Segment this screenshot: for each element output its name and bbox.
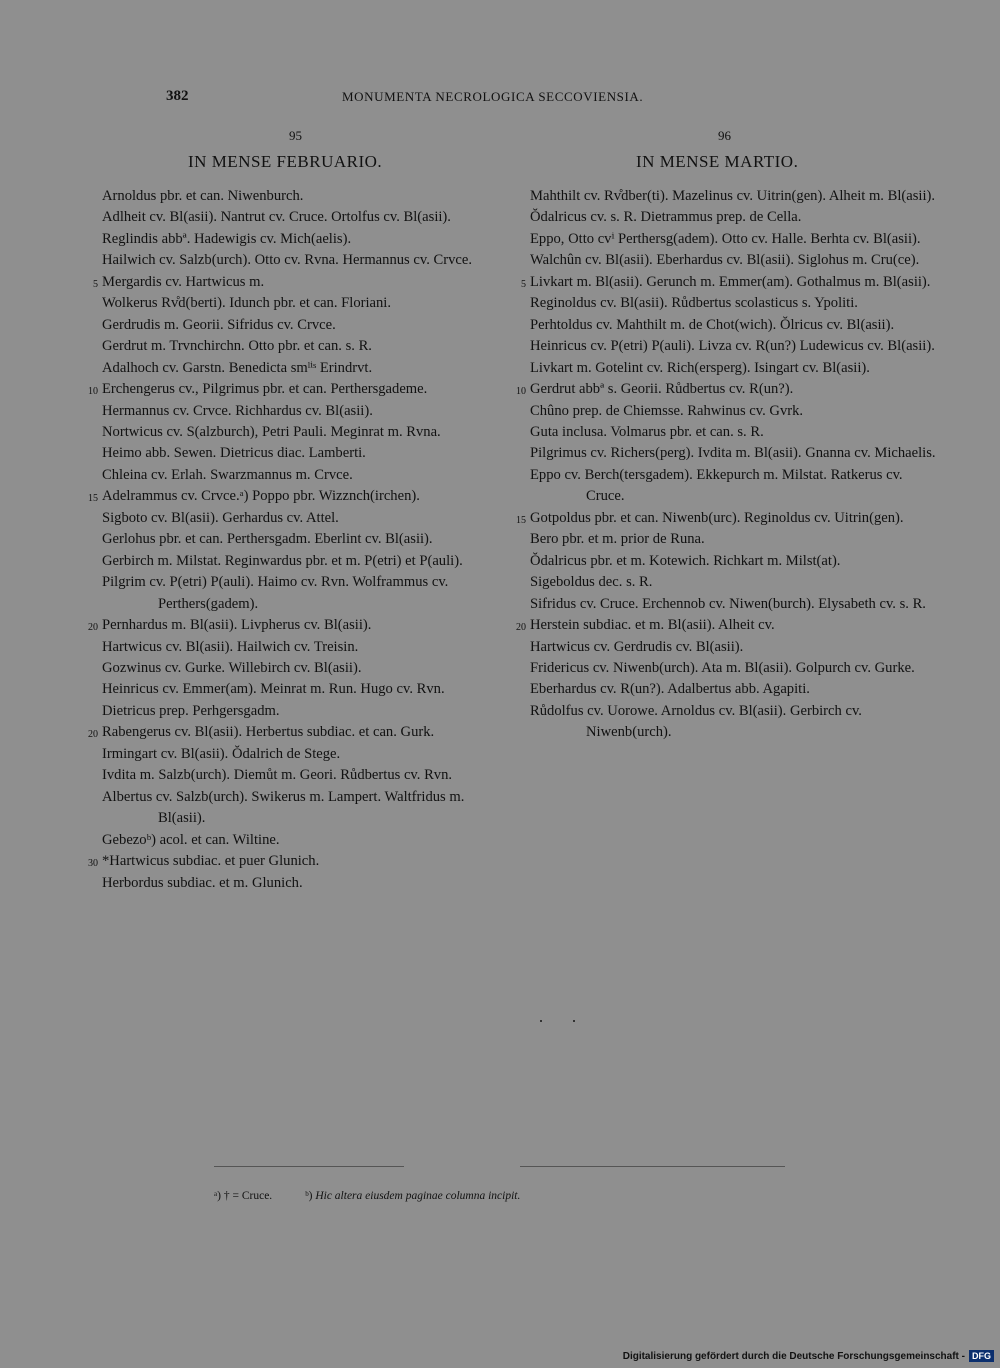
- necrology-entry: [530, 250, 941, 271]
- footnote-b-mark: ᵇ): [305, 1190, 313, 1202]
- necrology-entry: [516, 379, 941, 400]
- necrology-entry: [530, 186, 941, 207]
- necrology-entry: [102, 787, 506, 830]
- dot-mark: [573, 1020, 575, 1022]
- necrology-entry: [102, 744, 506, 765]
- necrology-entry: [88, 722, 506, 743]
- line-number: 15: [88, 493, 98, 505]
- necrology-entry: [102, 229, 506, 250]
- entry-text: Pernhardus m. Bl(asii). Livpherus cv. Bl(asii).: [102, 617, 372, 634]
- necrology-entry: [102, 830, 506, 851]
- entry-text: Ivdita m. Salzb(urch). Diemůt m. Geori. Růdbertus cv. Rvn.: [102, 767, 453, 784]
- entry-text: Dietricus prep. Perhgersgadm.: [102, 702, 280, 719]
- line-number: 5: [521, 278, 526, 290]
- necrology-entry: [102, 422, 506, 443]
- entry-text: Heinricus cv. P(etri) P(auli). Livza cv. R(un?) Ludewicus cv. Bl(asii).: [530, 338, 935, 355]
- credit-text: Digitalisierung gefördert durch die Deutsche Forschungsgemeinschaft -: [622, 1350, 965, 1362]
- entry-text: Herstein subdiac. et m. Bl(asii). Alheit cv.: [530, 617, 775, 634]
- footnote-a-mark: ᵃ): [214, 1190, 221, 1202]
- necrology-entry: [102, 529, 506, 550]
- entry-text: Guta inclusa. Volmarus pbr. et can. s. R.: [530, 423, 764, 440]
- necrology-entry: [530, 229, 941, 250]
- entry-text: Rabengerus cv. Bl(asii). Herbertus subdiac. et can. Gurk.: [102, 724, 435, 741]
- entry-text: Arnoldus pbr. et can. Niwenburch.: [102, 188, 304, 204]
- left-column-number: 95: [289, 128, 302, 143]
- line-number: 20: [516, 622, 526, 634]
- necrology-entry: [530, 572, 941, 593]
- necrology-entry: [102, 572, 506, 615]
- line-number: 10: [516, 386, 526, 398]
- necrology-entry: [102, 637, 506, 658]
- page-number: 382: [166, 88, 189, 104]
- necrology-entry: [516, 508, 941, 529]
- necrology-entry: [102, 293, 506, 314]
- necrology-entry: [88, 379, 506, 400]
- necrology-entry: [102, 250, 506, 271]
- entry-text: Gerdrut m. Trvnchirchn. Otto pbr. et can. s. R.: [102, 338, 372, 355]
- entry-text: Livkart m. Bl(asii). Gerunch m. Emmer(am). Gothalmus m. Bl(asii).: [530, 273, 931, 290]
- necrology-entry: [102, 765, 506, 786]
- necrology-entry: [530, 422, 941, 443]
- entry-text: Bero pbr. et m. prior de Runa.: [530, 531, 705, 548]
- entry-text: Livkart m. Gotelint cv. Rich(ersperg). Isingart cv. Bl(asii).: [530, 359, 870, 376]
- line-number: 20: [88, 622, 98, 634]
- entry-text: Hermannus cv. Crvce. Richhardus cv. Bl(asii).: [102, 402, 373, 419]
- necrology-entry: [88, 486, 506, 507]
- entry-text: Adlheit cv. Bl(asii). Nantrut cv. Cruce. Ortolfus cv. Bl(asii).: [102, 209, 451, 226]
- footnotes: [214, 1190, 520, 1202]
- right-column-number: 96: [718, 128, 731, 143]
- necrology-entry: [530, 358, 941, 379]
- necrology-entry: [102, 508, 506, 529]
- necrology-entry: [530, 701, 941, 744]
- footnote-b-text: Hic altera eiusdem paginae columna incipit.: [315, 1190, 521, 1202]
- entry-text: Heinricus cv. Emmer(am). Meinrat m. Run. Hugo cv. Rvn.: [102, 681, 445, 698]
- entry-text: *Hartwicus subdiac. et puer Glunich.: [102, 853, 320, 870]
- necrology-entry: [88, 615, 506, 636]
- entry-text: Mahthilt cv. Rv̊dber(ti). Mazelinus cv. Uitrin(gen). Alheit m. Bl(asii).: [530, 188, 936, 204]
- entry-text: Sigboto cv. Bl(asii). Gerhardus cv. Attel.: [102, 509, 339, 526]
- necrology-entry: [102, 658, 506, 679]
- entry-text: Walchûn cv. Bl(asii). Eberhardus cv. Bl(asii). Siglohus m. Cru(ce).: [530, 252, 920, 269]
- entry-text: Adelrammus cv. Crvce.ᵃ) Poppo pbr. Wizznch(irchen).: [102, 488, 420, 505]
- necrology-entry: [102, 207, 506, 228]
- entry-text: Eppo cv. Berch(tersgadem). Ekkepurch m. Milstat. Ratkerus cv. Cruce.: [530, 466, 903, 505]
- entry-text: Reginoldus cv. Bl(asii). Růdbertus scolasticus s. Ypoliti.: [530, 295, 858, 312]
- necrology-entry: [530, 637, 941, 658]
- necrology-entry: [530, 465, 941, 508]
- entry-text: Ŏdalricus pbr. et m. Kotewich. Richkart m. Milst(at).: [530, 552, 841, 569]
- entry-text: Gebezoᵇ) acol. et can. Wiltine.: [102, 831, 280, 848]
- necrology-entry: [102, 401, 506, 422]
- necrology-entry: [102, 336, 506, 357]
- entry-text: Hartwicus cv. Bl(asii). Hailwich cv. Treisin.: [102, 638, 359, 655]
- entry-text: Fridericus cv. Niwenb(urch). Ata m. Bl(asii). Golpurch cv. Gurke.: [530, 659, 915, 676]
- entry-text: Gerlohus pbr. et can. Perthersgadm. Eberlint cv. Bl(asii).: [102, 531, 433, 548]
- necrology-entry: [530, 594, 941, 615]
- footnote-rule-right: [520, 1166, 785, 1167]
- entry-text: Gozwinus cv. Gurke. Willebirch cv. Bl(asii).: [102, 659, 362, 676]
- necrology-entry: [530, 529, 941, 550]
- left-column: [88, 186, 506, 894]
- entry-text: Sigeboldus dec. s. R.: [530, 574, 653, 591]
- entry-text: Chleina cv. Erlah. Swarzmannus m. Crvce.: [102, 466, 353, 483]
- necrology-entry: [530, 443, 941, 464]
- entry-text: Albertus cv. Salzb(urch). Swikerus m. Lampert. Waltfridus m. Bl(asii).: [102, 788, 465, 827]
- entry-text: Gotpoldus pbr. et can. Niwenb(urc). Reginoldus cv. Uitrin(gen).: [530, 509, 904, 526]
- right-column-title: IN MENSE MARTIO.: [636, 152, 799, 171]
- footnote-a-text: † = Cruce.: [223, 1190, 273, 1202]
- entry-text: Eberhardus cv. R(un?). Adalbertus abb. Agapiti.: [530, 681, 810, 698]
- entry-text: Pilgrim cv. P(etri) P(auli). Haimo cv. Rvn. Wolframmus cv. Perthers(gadem).: [102, 574, 449, 612]
- digitization-credit: [623, 1350, 994, 1362]
- entry-text: Irmingart cv. Bl(asii). Ŏdalrich de Stege.: [102, 745, 341, 762]
- necrology-entry: [93, 272, 506, 293]
- necrology-entry: [102, 873, 506, 894]
- necrology-entry: [102, 701, 506, 722]
- entry-text: Wolkerus Rv̊d(berti). Idunch pbr. et can. Floriani.: [102, 295, 392, 312]
- entry-text: Sifridus cv. Cruce. Erchennob cv. Niwen(burch). Elysabeth cv. s. R.: [530, 595, 926, 612]
- entry-text: Mergardis cv. Hartwicus m.: [102, 273, 265, 290]
- entry-text: Ŏdalricus cv. s. R. Dietrammus prep. de Cella.: [530, 209, 802, 226]
- dfg-logo: DFG: [969, 1350, 994, 1362]
- entry-text: Reglindis abbª. Hadewigis cv. Mich(aelis).: [102, 230, 352, 247]
- necrology-entry: [102, 443, 506, 464]
- necrology-entry: [102, 315, 506, 336]
- line-number: 15: [516, 514, 526, 526]
- necrology-entry: [521, 272, 941, 293]
- entry-text: Heimo abb. Sewen. Dietricus diac. Lamberti.: [102, 445, 366, 462]
- entry-text: Hailwich cv. Salzb(urch). Otto cv. Rvna. Hermannus cv. Crvce.: [102, 252, 472, 269]
- entry-text: Perhtoldus cv. Mahthilt m. de Chot(wich). Ŏlricus cv. Bl(asii).: [530, 316, 895, 333]
- necrology-entry: [102, 358, 506, 379]
- line-number: 20: [88, 729, 98, 741]
- footnote-rule-left: [214, 1166, 404, 1167]
- entry-text: Gerdrut abbª s. Georii. Růdbertus cv. R(un?).: [530, 381, 794, 398]
- running-head: MONUMENTA NECROLOGICA SECCOVIENSIA.: [342, 89, 644, 104]
- entry-text: Růdolfus cv. Uorowe. Arnoldus cv. Bl(asii). Gerbirch cv. Niwenb(urch).: [530, 702, 862, 741]
- entry-text: Nortwicus cv. S(alzburch), Petri Pauli. Meginrat m. Rvna.: [102, 423, 441, 440]
- line-number: 10: [88, 386, 98, 398]
- entry-text: Adalhoch cv. Garstn. Benedicta smˡⁱˢ Erindrvt.: [102, 359, 373, 376]
- necrology-entry: [530, 658, 941, 679]
- necrology-entry: [102, 465, 506, 486]
- necrology-entry: [530, 336, 941, 357]
- left-column-title: IN MENSE FEBRUARIO.: [188, 152, 383, 171]
- necrology-entry: [530, 315, 941, 336]
- dot-mark: [540, 1020, 542, 1022]
- necrology-entry: [102, 186, 506, 207]
- entry-text: Gerbirch m. Milstat. Reginwardus pbr. et m. P(etri) et P(auli).: [102, 552, 463, 569]
- necrology-entry: [530, 551, 941, 572]
- necrology-entry: [516, 615, 941, 636]
- entry-text: Herbordus subdiac. et m. Glunich.: [102, 874, 303, 891]
- entry-text: Hartwicus cv. Gerdrudis cv. Bl(asii).: [530, 638, 744, 655]
- right-column: [516, 186, 941, 744]
- line-number: 5: [93, 278, 98, 290]
- necrology-entry: [530, 207, 941, 228]
- necrology-entry: [102, 551, 506, 572]
- necrology-entry: [530, 401, 941, 422]
- necrology-entry: [530, 293, 941, 314]
- necrology-entry: [530, 679, 941, 700]
- necrology-entry: [88, 851, 506, 872]
- entry-text: Eppo, Otto cvⁱ Perthersg(adem). Otto cv. Halle. Berhta cv. Bl(asii).: [530, 230, 921, 247]
- entry-text: Chûno prep. de Chiemsse. Rahwinus cv. Gvrk.: [530, 402, 804, 419]
- entry-text: Pilgrimus cv. Richers(perg). Ivdita m. Bl(asii). Gnanna cv. Michaelis.: [530, 445, 936, 462]
- entry-text: Erchengerus cv., Pilgrimus pbr. et can. Perthersgademe.: [102, 381, 428, 398]
- necrology-entry: [102, 679, 506, 700]
- line-number: 30: [88, 858, 98, 870]
- entry-text: Gerdrudis m. Georii. Sifridus cv. Crvce.: [102, 316, 336, 333]
